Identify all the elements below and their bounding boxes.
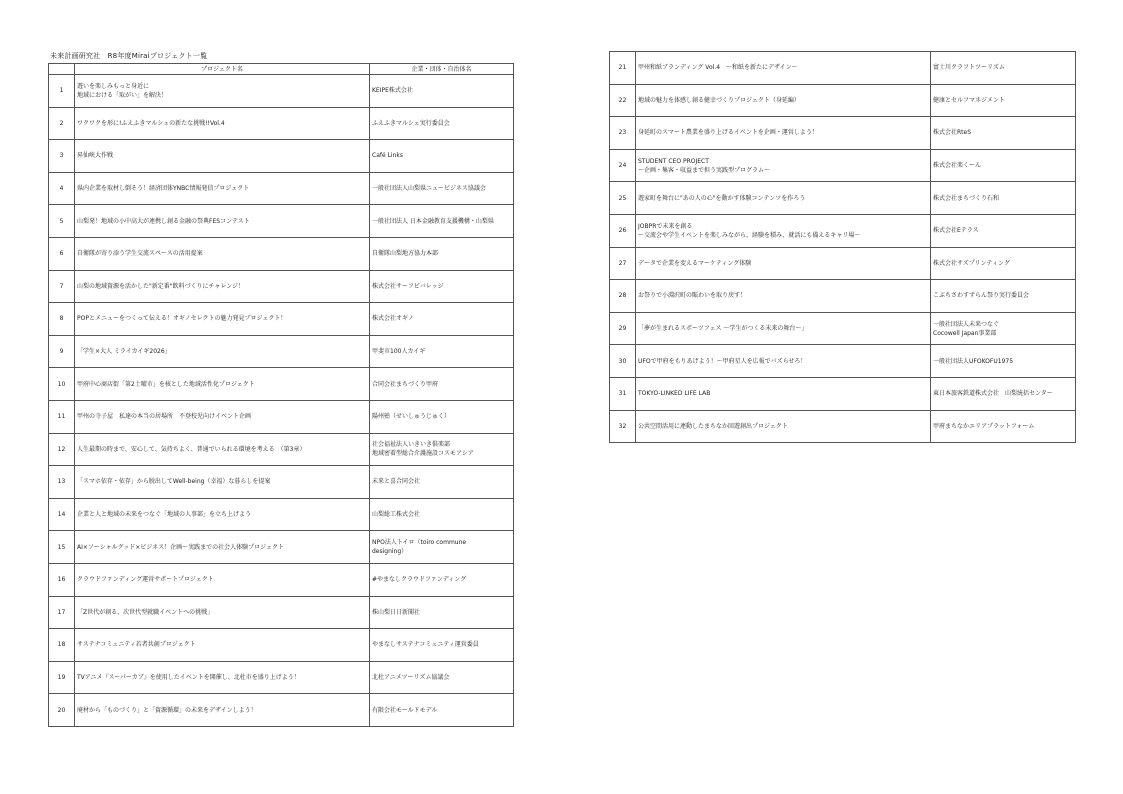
project-name: ワクワクを形に!ふえふきマルシェの新たな挑戦!!Vol.4 <box>77 119 225 127</box>
project-name-cell <box>75 75 370 108</box>
organization-cell <box>370 466 514 499</box>
project-name-cell <box>75 433 370 466</box>
organization-name: 一般社団法人UFOKOFU1975 <box>933 357 1014 365</box>
project-table-left <box>48 63 514 727</box>
project-name: 山梨発！地域の小中高大が連携し創る金融の祭典FESコンテスト <box>77 217 250 225</box>
organization-name: 地域密着型総合介護施設コスモアシア <box>372 450 474 458</box>
row-number: 12 <box>49 433 75 466</box>
project-name-cell <box>75 140 370 173</box>
organization-name: 一般社団法人山梨県ニュービジネス協議会 <box>372 185 486 193</box>
document-title: 未来計画研究社 R8年度Miraiプロジェクト一覧 <box>50 52 208 60</box>
organization-cell <box>931 182 1076 215</box>
project-name: クラウドファンディング運営サポートプロジェクト <box>77 576 214 584</box>
organization-cell <box>370 107 514 140</box>
project-name-cell <box>75 368 370 401</box>
organization-name: #やまなしクラウドファンディング <box>372 576 467 584</box>
organization-name: 株式会社楽くーん <box>933 162 982 170</box>
organization-cell <box>370 531 514 564</box>
row-number: 3 <box>49 140 75 173</box>
project-name: 遊家町を舞台に"あの人の心"を動かす体験コンテンツを作ろう <box>638 194 806 202</box>
organization-cell <box>931 410 1076 443</box>
project-name-cell <box>636 117 931 150</box>
organization-name: 健康とセルフマネジメント <box>933 96 1005 104</box>
row-number: 5 <box>49 205 75 238</box>
row-number: 21 <box>610 52 636 85</box>
project-name: 「学生×大人 ミライカイギ2026」 <box>77 348 171 356</box>
table-row <box>49 270 514 303</box>
row-number: 29 <box>610 312 636 345</box>
project-name-cell <box>636 84 931 117</box>
table-row <box>49 563 514 596</box>
row-number: 4 <box>49 172 75 205</box>
row-number: 22 <box>610 84 636 117</box>
organization-name: 株式会社オギノ <box>372 315 414 323</box>
row-number: 18 <box>49 629 75 662</box>
organization-cell <box>370 596 514 629</box>
project-name: 甲州和紙ブランディング Vol.4 ～和紙を新たにデザイン～ <box>638 64 798 72</box>
project-name: 遊いを楽しみもっと身近に <box>77 82 150 90</box>
table-row <box>610 117 1076 150</box>
table-row <box>49 661 514 694</box>
row-number: 7 <box>49 270 75 303</box>
organization-name: 株式会社RteS <box>933 129 972 137</box>
organization-name: 富士川クラフトツーリズム <box>933 64 1005 72</box>
organization-name: 株式会社サーフビバレッジ <box>372 282 444 290</box>
table-row <box>610 149 1076 182</box>
row-number: 2 <box>49 107 75 140</box>
row-number: 10 <box>49 368 75 401</box>
project-name-cell <box>636 377 931 410</box>
table-row <box>49 303 514 336</box>
project-name: 山梨の地域資源を活かした"新定番"飲料づくりにチャレンジ！ <box>77 282 245 290</box>
project-name-cell <box>636 345 931 378</box>
organization-name: ふえふきマルシェ実行委員会 <box>372 119 450 127</box>
row-number: 14 <box>49 498 75 531</box>
project-name: POPとメニューをつくって伝える！オギノセレクトの魅力発見プロジェクト！ <box>77 315 287 323</box>
project-name-cell <box>75 270 370 303</box>
project-name: データで企業を変えるマーケティング体験 <box>638 259 752 267</box>
project-name: 「スマホ依存・依存」から脱出してWell-being（幸福）な暮らしを提案 <box>77 478 271 486</box>
project-name: TOKYO-LINKED LIFE LAB <box>638 390 711 398</box>
organization-cell <box>931 117 1076 150</box>
organization-cell <box>370 335 514 368</box>
organization-name: 東日本旅客鉄道株式会社 山梨統括センター <box>933 390 1053 398</box>
organization-cell <box>370 400 514 433</box>
table-row <box>49 498 514 531</box>
organization-cell <box>370 205 514 238</box>
table-row <box>610 214 1076 247</box>
project-name-cell <box>75 694 370 727</box>
project-name-cell <box>75 335 370 368</box>
table-row <box>610 84 1076 117</box>
project-name-cell <box>75 531 370 564</box>
organization-cell <box>931 345 1076 378</box>
project-name: ～交流会や学生イベントを楽しみながら、経験を積み、就活にも備えるキャリ場～ <box>638 231 861 239</box>
table-row <box>610 52 1076 85</box>
project-name-cell <box>75 205 370 238</box>
project-name: 「Z世代が創る、次世代型就職イベントへの挑戦」 <box>77 608 214 616</box>
header-org: 企業・団体・自治体名 <box>370 64 514 75</box>
project-name: 自衛隊が寄り添う学生交流スペースの活用提案 <box>77 250 203 258</box>
project-name-cell <box>636 280 931 313</box>
project-name: 地域の魅力を体感し創る健幸づくりプロジェクト（身延編） <box>638 96 800 104</box>
organization-name: 社会福祉法人いきいき倶楽部 <box>372 441 451 449</box>
table-row <box>610 280 1076 313</box>
organization-cell <box>931 377 1076 410</box>
table-row <box>610 182 1076 215</box>
header-project: プロジェクト名 <box>75 64 370 75</box>
organization-name: 有限会社モールドモデル <box>372 706 438 714</box>
project-name-cell <box>75 400 370 433</box>
project-name: 公共空間活用に連動したまちなか回遊創出プロジェクト <box>638 422 788 430</box>
organization-name: 山梨総工株式会社 <box>372 511 421 519</box>
project-name: 甲州の寺子屋 私達の本当の居場所 不登校児向けイベント企画 <box>77 413 252 421</box>
project-name: 身延町のスマート農業を盛り上げるイベントを企画・運営しよう！ <box>638 129 818 137</box>
project-name: 甲府中心商店街「第2土曜市」を核とした地域活性化プロジェクト <box>77 380 255 388</box>
project-name: ～企画・集客・収益まで担う実践型プログラム～ <box>638 166 770 174</box>
organization-cell <box>370 303 514 336</box>
organization-cell <box>370 75 514 108</box>
organization-name: 株式会社まちづくり石和 <box>933 194 999 202</box>
row-number: 11 <box>49 400 75 433</box>
row-number: 6 <box>49 237 75 270</box>
row-number: 19 <box>49 661 75 694</box>
table-row <box>49 596 514 629</box>
table-row <box>49 107 514 140</box>
organization-name: 未来と喜合同会社 <box>372 478 421 486</box>
row-number: 13 <box>49 466 75 499</box>
organization-name: 自衛隊山梨地方協力本部 <box>372 250 439 258</box>
organization-cell <box>370 694 514 727</box>
organization-cell <box>370 498 514 531</box>
organization-name: Cocowell Japan事業部 <box>933 329 997 337</box>
organization-name: designing） <box>372 548 408 556</box>
organization-cell <box>931 52 1076 85</box>
table-row <box>49 433 514 466</box>
table-row <box>49 531 514 564</box>
table-row <box>49 140 514 173</box>
project-name-cell <box>75 172 370 205</box>
organization-name: 甲斐市100人カイギ <box>372 348 426 356</box>
organization-name: 株式会社Eテラス <box>933 227 979 235</box>
row-number: 28 <box>610 280 636 313</box>
project-name: STUDENT CEO PROJECT <box>638 157 709 165</box>
organization-cell <box>931 84 1076 117</box>
row-number: 27 <box>610 247 636 280</box>
organization-name: 甲府まちなかエリアプラットフォーム <box>933 422 1035 430</box>
organization-name: 一般社団法人 日本金融教育支援機構・山梨県 <box>372 217 494 225</box>
project-name-cell <box>636 410 931 443</box>
project-name: サステナコミュニティ若者共創プロジェクト <box>77 641 196 649</box>
table-row <box>49 629 514 662</box>
organization-name: KEIPE株式会社 <box>372 87 413 95</box>
organization-cell <box>931 280 1076 313</box>
row-number: 8 <box>49 303 75 336</box>
table-row <box>49 466 514 499</box>
organization-name: 株山梨日日新聞社 <box>372 608 421 616</box>
organization-cell <box>931 214 1076 247</box>
table-row <box>610 312 1076 345</box>
table-row <box>49 694 514 727</box>
project-name-cell <box>636 214 931 247</box>
project-name: 「夢が生まれるスポーツフェス ～学生がつくる未来の舞台～」 <box>638 325 808 333</box>
table-row <box>610 247 1076 280</box>
organization-cell <box>370 433 514 466</box>
project-name-cell <box>75 596 370 629</box>
organization-name: 北杜アニメツーリズム協議会 <box>372 673 450 681</box>
row-number: 20 <box>49 694 75 727</box>
table-row <box>49 400 514 433</box>
table-row <box>49 172 514 205</box>
project-name: JOBPRで未来を創る <box>638 222 693 230</box>
project-name: 地域における「取がい」を解決！ <box>77 91 168 99</box>
project-name-cell <box>75 661 370 694</box>
project-name-cell <box>636 149 931 182</box>
header-no <box>49 64 75 75</box>
organization-name: Café Links <box>372 152 403 160</box>
row-number: 23 <box>610 117 636 150</box>
organization-cell <box>370 368 514 401</box>
project-name-cell <box>75 563 370 596</box>
project-name: AI×ソーシャルグッド×ビジネス！企画〜実践までの社会人体験プロジェクト <box>77 543 284 551</box>
organization-cell <box>370 172 514 205</box>
row-number: 16 <box>49 563 75 596</box>
row-number: 1 <box>49 75 75 108</box>
project-name-cell <box>75 237 370 270</box>
row-number: 31 <box>610 377 636 410</box>
project-name: 県内企業を取材し倒そう！経済団体YNBC情報発信プロジェクト <box>77 185 250 193</box>
organization-cell <box>370 270 514 303</box>
organization-cell <box>931 312 1076 345</box>
project-name: UFOで甲府をもりあげよう！～甲府星人を広報でバズらせろ！ <box>638 357 807 365</box>
table-row <box>610 410 1076 443</box>
organization-cell <box>370 661 514 694</box>
project-name-cell <box>636 312 931 345</box>
project-name-cell <box>75 466 370 499</box>
project-table-right <box>609 51 1076 443</box>
table-row <box>610 345 1076 378</box>
project-name-cell <box>75 303 370 336</box>
project-name-cell <box>636 182 931 215</box>
organization-cell <box>370 563 514 596</box>
table-row <box>49 205 514 238</box>
table-row <box>49 335 514 368</box>
project-name: TVアニメ『スーパーカブ』を使用したイベントを開催し、北杜市を盛り上げよう！ <box>77 673 300 681</box>
project-name-cell <box>75 498 370 531</box>
row-number: 25 <box>610 182 636 215</box>
organization-name: こぶちさわすずらん祭り実行委員会 <box>933 292 1030 300</box>
project-name: 昇仙峡大作戦 <box>77 152 114 160</box>
row-number: 9 <box>49 335 75 368</box>
table-row <box>49 75 514 108</box>
row-number: 32 <box>610 410 636 443</box>
organization-name: NPO法人トイロ（toiro commune <box>372 539 467 547</box>
project-name-cell <box>75 629 370 662</box>
organization-name: 合同会社まちづくり甲府 <box>372 380 438 388</box>
table-row <box>49 368 514 401</box>
organization-name: 一般社団法人未来つなぐ <box>933 320 1000 328</box>
organization-cell <box>370 140 514 173</box>
organization-name: やまなしサステナコミュニティ運営委員 <box>372 641 479 649</box>
organization-name: 株式会社サズプリンティング <box>933 259 1010 267</box>
table-row <box>49 237 514 270</box>
organization-name: 陽州塾（せいしゅうじゅく） <box>372 413 451 421</box>
row-number: 26 <box>610 214 636 247</box>
project-name-cell <box>75 107 370 140</box>
organization-cell <box>370 629 514 662</box>
organization-cell <box>370 237 514 270</box>
project-name-cell <box>636 52 931 85</box>
project-name: 廃材から「ものづくり」と「資源循環」の未来をデザインしよう！ <box>77 706 257 714</box>
organization-cell <box>931 149 1076 182</box>
row-number: 17 <box>49 596 75 629</box>
project-name: お祭りで小淵沢町の賑わいを取り戻す！ <box>638 292 747 300</box>
row-number: 24 <box>610 149 636 182</box>
project-name: 人生最期の時まで、安心して、気持ちよく、普通でいられる環境を考える （第3章） <box>77 445 306 453</box>
row-number: 15 <box>49 531 75 564</box>
project-name: 企業と人と地域の未来をつなぐ「地域の人事部」を立ち上げよう <box>77 511 252 519</box>
table-row <box>610 377 1076 410</box>
project-name-cell <box>636 247 931 280</box>
row-number: 30 <box>610 345 636 378</box>
organization-cell <box>931 247 1076 280</box>
